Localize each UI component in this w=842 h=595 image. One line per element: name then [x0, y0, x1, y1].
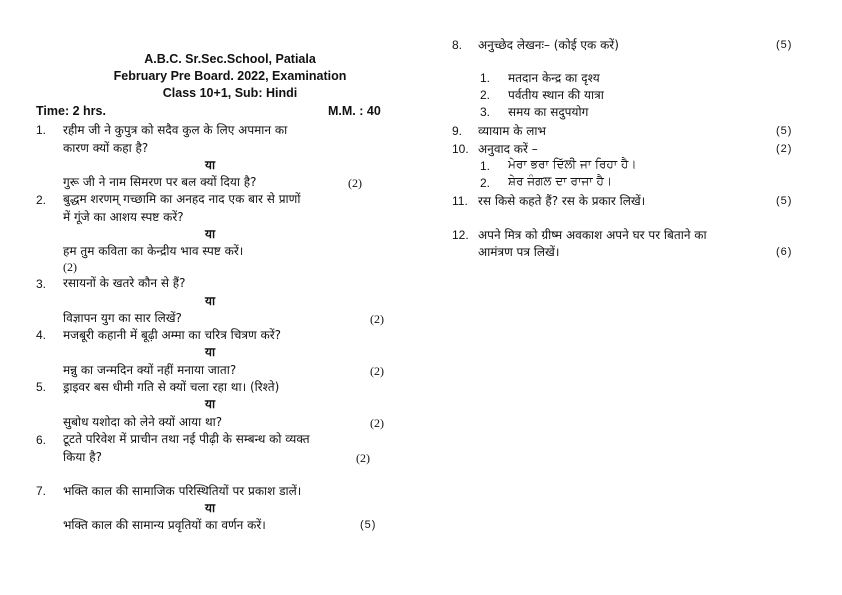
class-subject: Class 10+1, Sub: Hindi	[162, 86, 298, 100]
question-number: 8.	[452, 38, 463, 52]
sub-item-number: 1.	[480, 71, 491, 85]
sub-item-number: 1.	[480, 159, 491, 173]
question-number: 2.	[36, 193, 47, 207]
max-marks: M.M. : 40	[328, 104, 381, 118]
question-text: अनुवाद करें –	[478, 142, 538, 156]
question-text: अपने मित्र को ग्रीष्म अवकाश अपने घर पर बिताने का	[478, 228, 707, 242]
question-number: 12.	[452, 228, 469, 242]
sub-item-text: समय का सदुपयोग	[508, 105, 589, 119]
or-label: या	[205, 345, 216, 359]
or-label: या	[205, 501, 216, 515]
time-allowed: Time: 2 hrs.	[36, 104, 106, 118]
or-label: या	[205, 397, 216, 411]
sub-item-text: ਮੇਰਾ ਭਰਾ ਦਿੱਲੀ ਜਾ ਰਿਹਾ ਹੈ।	[508, 157, 637, 171]
sub-item-text: ਸ਼ੇਰ ਜੰਗਲ ਦਾ ਰਾਜਾ ਹੈ।	[508, 174, 612, 188]
marks: (2)	[370, 312, 384, 326]
marks: (5)	[360, 519, 377, 531]
marks: (2)	[370, 364, 384, 378]
question-text: बुद्धम शरणम् गच्छामि का अनहद नाद एक बार से प्राणों	[63, 192, 301, 206]
or-label: या	[205, 158, 216, 172]
sub-item-number: 2.	[480, 176, 491, 190]
question-text: ड्राइवर बस धीमी गति से क्यों चला रहा था। (रिश्ते)	[63, 380, 280, 394]
question-text: व्यायाम के लाभ	[478, 124, 546, 138]
exam-title: February Pre Board. 2022, Examination	[113, 69, 347, 83]
question-text: में गूंजे का आशय स्पष्ट करें?	[63, 210, 184, 224]
question-number: 4.	[36, 328, 47, 342]
question-text: रस किसे कहते हैं? रस के प्रकार लिखें।	[478, 194, 646, 208]
marks: (2)	[356, 451, 370, 465]
marks: (6)	[776, 246, 793, 258]
alternate-question: विज्ञापन युग का सार लिखें?	[63, 311, 182, 325]
alternate-question: गुरू जी ने नाम सिमरण पर बल क्यों दिया है?	[63, 175, 257, 189]
marks: (2)	[370, 416, 384, 430]
question-text: रहीम जी ने कुपुत्र को सदैव कुल के लिए अपमान का	[63, 123, 288, 137]
marks: (5)	[776, 39, 793, 51]
marks: (2)	[348, 176, 362, 190]
or-label: या	[205, 294, 216, 308]
question-number: 9.	[452, 124, 463, 138]
sub-item-number: 3.	[480, 105, 491, 119]
alternate-question: हम तुम कविता का केन्द्रीय भाव स्पष्ट करें।	[63, 244, 244, 258]
question-text: आमंत्रण पत्र लिखें।	[478, 245, 560, 259]
marks: (2)	[776, 143, 793, 155]
school-name: A.B.C. Sr.Sec.School, Patiala	[144, 52, 316, 66]
marks: (2)	[63, 260, 77, 274]
marks: (5)	[776, 195, 793, 207]
sub-item-text: मतदान केन्द्र का दृश्य	[508, 71, 600, 85]
question-text: अनुच्छेद लेखनः– (कोई एक करें)	[478, 38, 619, 52]
question-text: टूटते परिवेश में प्राचीन तथा नई पीढ़ी के सम्बन्ध को व्यक्त	[63, 432, 310, 446]
alternate-question: भक्ति काल की सामान्य प्रवृतियों का वर्णन करें।	[63, 518, 266, 532]
question-number: 3.	[36, 277, 47, 291]
question-text: किया है?	[63, 450, 102, 464]
sub-item-text: पर्वतीय स्थान की यात्रा	[508, 88, 604, 102]
question-text: रसायनों के खतरे कौन से हैं?	[63, 276, 186, 290]
sub-item-number: 2.	[480, 88, 491, 102]
question-text: मजबूरी कहानी में बूढ़ी अम्मा का चरित्र चित्रण करें?	[63, 328, 281, 342]
question-number: 10.	[452, 142, 469, 156]
question-number: 5.	[36, 380, 47, 394]
question-number: 1.	[36, 123, 47, 137]
question-number: 7.	[36, 484, 47, 498]
question-text: कारण क्यों कहा है?	[63, 141, 149, 155]
or-label: या	[205, 227, 216, 241]
marks: (5)	[776, 125, 793, 137]
question-text: भक्ति काल की सामाजिक परिस्थितियों पर प्रकाश डालें।	[63, 484, 302, 498]
alternate-question: सुबोध यशोदा को लेने क्यों आया था?	[63, 415, 223, 429]
question-number: 11.	[452, 194, 468, 208]
alternate-question: मन्नु का जन्मदिन क्यों नहीं मनाया जाता?	[63, 363, 237, 377]
question-number: 6.	[36, 433, 47, 447]
